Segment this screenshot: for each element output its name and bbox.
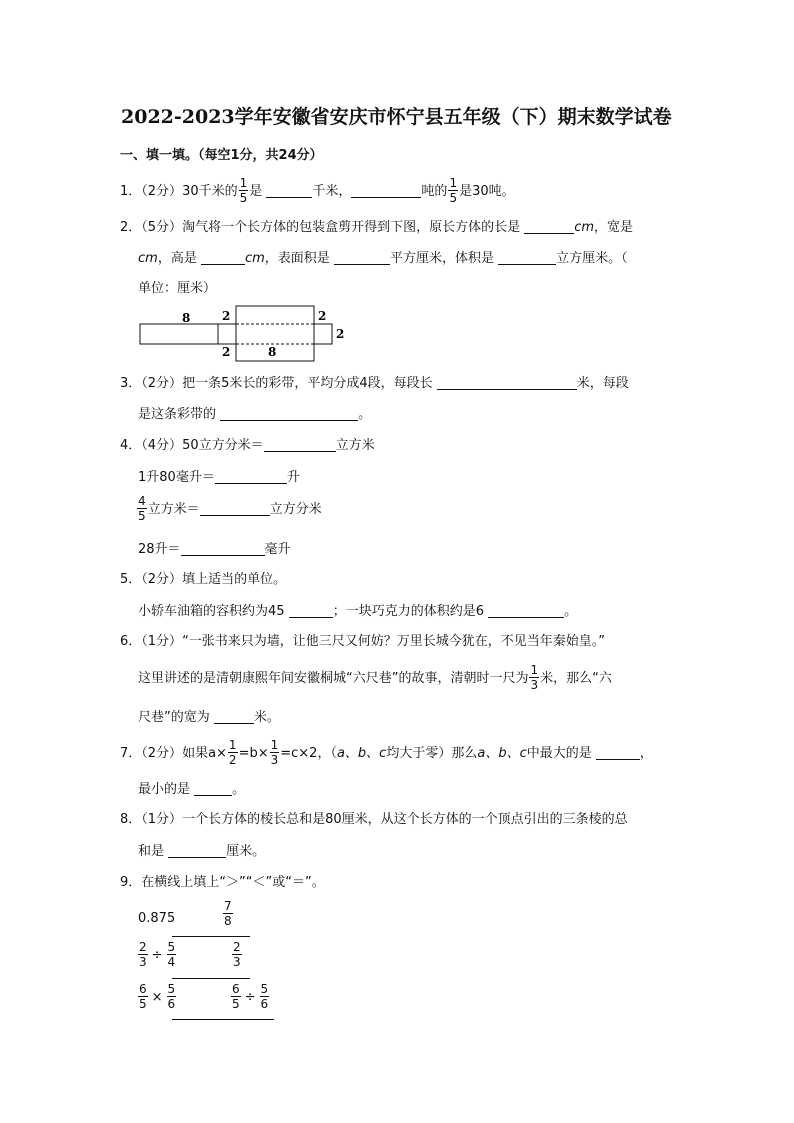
question-4-line3: $\frac{4}{5}$ 立方米＝ 立方分米 [138,494,322,523]
box-net-diagram [138,304,348,364]
question-2-line3: 单位：厘米） [138,281,217,296]
fraction: $\frac{1}{5}$ [449,176,458,205]
answer-blank[interactable] [172,1019,274,1020]
answer-blank[interactable] [181,542,265,556]
question-5: 5．（2分）填上适当的单位。 [120,572,287,587]
fraction: $\frac{1}{5}$ [239,176,248,205]
net-label: 8 [268,345,277,359]
net-label: 2 [318,309,327,323]
fraction: $\frac{1}{3}$ [530,663,539,692]
answer-blank[interactable] [172,936,250,937]
compare-row-1-right [222,901,234,928]
answer-blank[interactable] [194,782,232,796]
fraction: $\frac{6}{5}$ [139,982,147,1011]
fraction: $\frac{4}{5}$ [138,494,146,523]
question-3-line2: 是这条彩带的 。 [138,407,372,422]
net-label: 8 [182,311,191,325]
question-6: 6．（1分）“一张书来只为墙，让他三尺又何妨？万里长城今犹在，不见当年秦始皇。” [120,634,606,649]
question-8-line2: 和是 厘米。 [138,844,266,859]
answer-blank[interactable] [488,604,564,618]
compare-row-2-right [231,942,243,969]
answer-blank[interactable] [214,710,254,724]
compare-row-3-right: $\frac{6}{5}$ ÷ $\frac{5}{6}$ [232,982,269,1011]
question-2: 2．（5分）淘气将一个长方体的包装盒剪开得到下图，原长方体的长是 cm，宽是 [120,220,634,235]
fraction: $\frac{2}{3}$ [139,940,147,969]
fraction: $\frac{1}{3}$ [270,738,279,767]
net-label: 2 [222,309,231,323]
answer-blank[interactable] [172,978,250,979]
question-7: 7．（2分）如果a× $\frac{1}{2}$ =b× $\frac{1}{3}$ =c×2，（a、b、c均大于零）那么a、b、c中最大的是 ， [120,738,653,767]
answer-blank[interactable] [220,407,358,421]
answer-blank[interactable] [437,376,577,390]
question-8: 8．（1分）一个长方体的棱长总和是80厘米，从这个长方体的一个顶点引出的三条棱的总 [120,812,628,827]
net-label: 2 [222,345,231,359]
fraction: $\frac{5}{6}$ [167,982,176,1011]
answer-blank[interactable] [334,251,390,265]
question-4: 4．（4分）50立方分米＝ 立方米 [120,438,375,453]
answer-blank[interactable] [498,251,556,265]
question-9: 9．在横线上填上“＞”“＜”或“＝”。 [120,875,325,890]
section-heading: 一、填一填。（每空1分，共24分） [120,148,323,163]
question-2-line2: cm，高是 cm，表面积是 平方厘米，体积是 立方厘米。（ [138,251,628,266]
question-5-line2: 小轿车油箱的容积约为45 ；一块巧克力的体积约是6 。 [138,604,578,619]
answer-blank[interactable] [596,746,640,760]
question-6-line3: 尺巷”的宽为 米。 [138,710,280,725]
question-7-line2: 最小的是 。 [138,782,246,797]
page-title: 2022-2023学年安徽省安庆市怀宁县五年级（下）期末数学试卷 [121,106,672,128]
fraction: $\frac{5}{6}$ [260,982,269,1011]
compare-row-1: 0.875 [138,911,176,926]
net-label: 2 [336,327,345,341]
answer-blank[interactable] [351,184,421,198]
answer-blank[interactable] [266,184,312,198]
fraction: $\frac{5}{4}$ [167,940,176,969]
question-1: 1．（2分）30千米的 $\frac{1}{5}$ 是 千米， 吨的 $\frac{1}{5}$ 是30吨。 [120,176,515,205]
compare-row-3: $\frac{6}{5}$ × $\frac{5}{6}$ [139,982,176,1011]
question-4-line4: 28升＝ 毫升 [138,542,291,557]
answer-blank[interactable] [200,502,270,516]
net-left-face [140,324,218,344]
question-6-line2: 这里讲述的是清朝康熙年间安徽桐城“六尺巷”的故事，清朝时一尺为 $\frac{1}{3}$ 米，那么“六 [138,663,612,692]
answer-blank[interactable] [215,470,287,484]
question-4-line2: 1升80毫升＝ 升 [138,470,300,485]
fraction: $\frac{2}{3}$ [233,940,241,969]
fraction: $\frac{7}{8}$ [224,899,232,928]
question-3: 3．（2分）把一条5米长的彩带，平均分成4段，每段长 米，每段 [120,376,629,391]
answer-blank[interactable] [201,251,245,265]
net-side-face [218,324,236,344]
fraction: $\frac{1}{2}$ [228,738,237,767]
answer-blank[interactable] [168,844,226,858]
net-right-face [314,324,332,344]
compare-row-2: $\frac{2}{3}$ ÷ $\frac{5}{4}$ [139,940,176,969]
answer-blank[interactable] [289,604,333,618]
answer-blank[interactable] [524,220,574,234]
answer-blank[interactable] [264,438,336,452]
fraction: $\frac{6}{5}$ [232,982,240,1011]
